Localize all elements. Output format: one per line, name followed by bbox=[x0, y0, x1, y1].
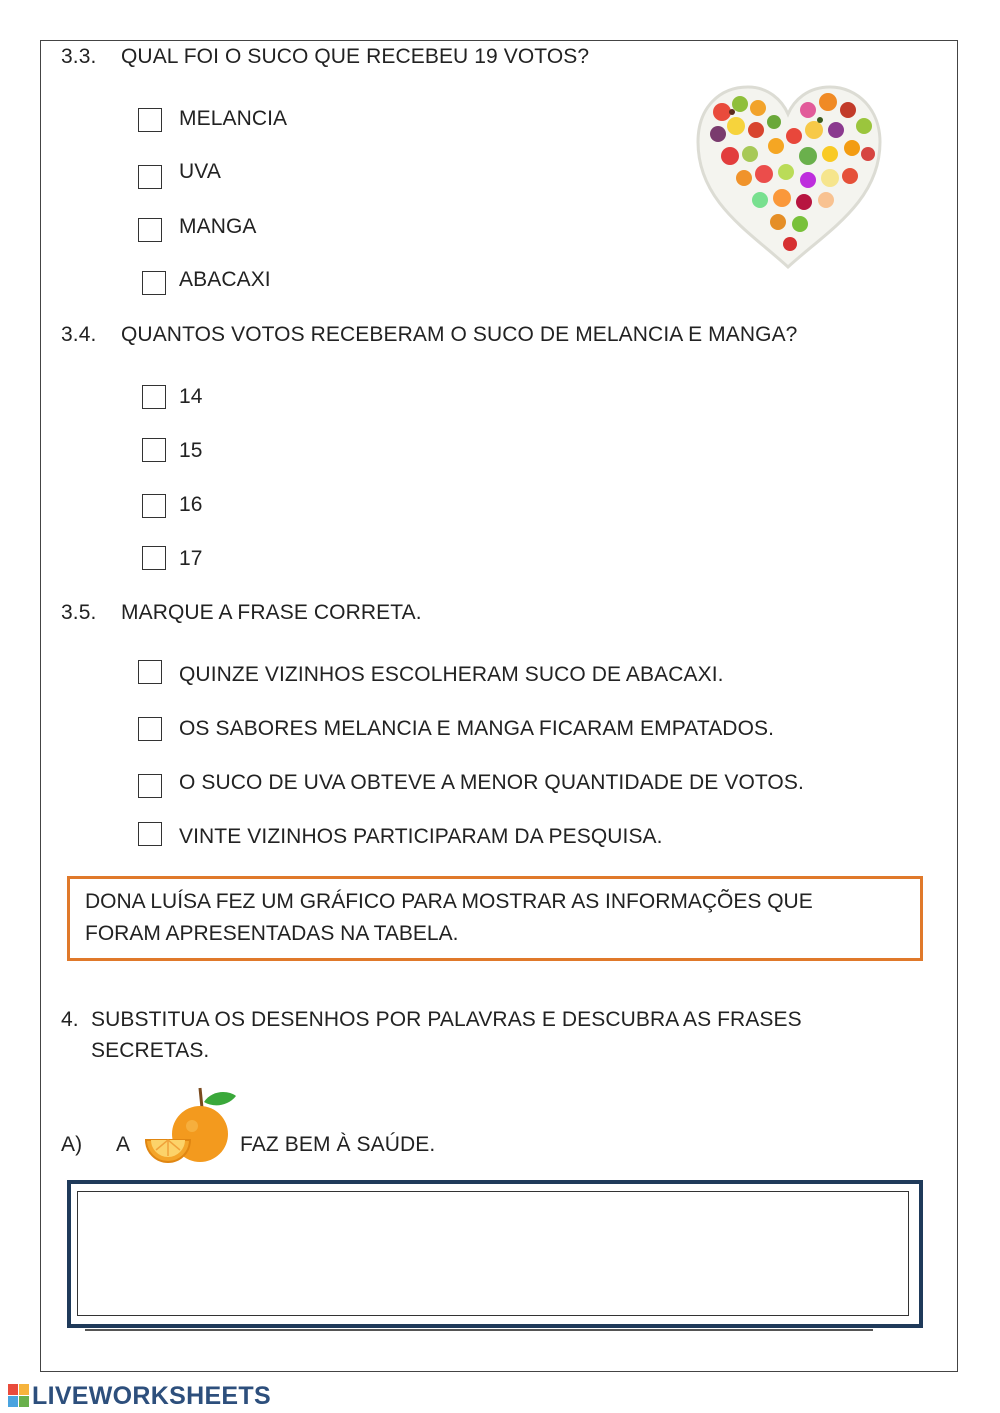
fruit-heart-image bbox=[690, 82, 885, 272]
q35-number: 3.5. bbox=[61, 601, 97, 624]
answer-box bbox=[67, 1180, 923, 1328]
q33-option-melancia: MELANCIA bbox=[179, 107, 288, 130]
q4-number: 4. bbox=[61, 1008, 79, 1031]
q34-option-15: 15 bbox=[179, 439, 203, 462]
q34-question: QUANTOS VOTOS RECEBERAM O SUCO DE MELANCIA E MANGA? bbox=[121, 323, 798, 346]
q33-checkbox-abacaxi[interactable] bbox=[142, 271, 166, 295]
q33-checkbox-melancia[interactable] bbox=[138, 108, 162, 132]
q35-checkbox-1[interactable] bbox=[138, 660, 162, 684]
q35-option-4: VINTE VIZINHOS PARTICIPARAM DA PESQUISA. bbox=[179, 825, 663, 848]
q33-option-manga: MANGA bbox=[179, 215, 257, 238]
item-a-rest: FAZ BEM À SAÚDE. bbox=[240, 1133, 436, 1156]
q35-checkbox-2[interactable] bbox=[138, 717, 162, 741]
note-line-1: DONA LUÍSA FEZ UM GRÁFICO PARA MOSTRAR AS INFORMAÇÕES QUE bbox=[85, 890, 813, 913]
q33-number: 3.3. bbox=[61, 45, 97, 68]
q4-line-1: SUBSTITUA OS DESENHOS POR PALAVRAS E DESCUBRA AS FRASES bbox=[91, 1008, 802, 1031]
q34-option-16: 16 bbox=[179, 493, 203, 516]
q34-checkbox-14[interactable] bbox=[142, 385, 166, 409]
item-a-word: A bbox=[116, 1133, 131, 1156]
q35-option-3: O SUCO DE UVA OBTEVE A MENOR QUANTIDADE DE VOTOS. bbox=[179, 771, 804, 794]
q34-checkbox-15[interactable] bbox=[142, 438, 166, 462]
q4-line-2: SECRETAS. bbox=[91, 1039, 210, 1062]
q34-option-17: 17 bbox=[179, 547, 203, 570]
q35-checkbox-4[interactable] bbox=[138, 822, 162, 846]
q34-option-14: 14 bbox=[179, 385, 203, 408]
q33-question: QUAL FOI O SUCO QUE RECEBEU 19 VOTOS? bbox=[121, 45, 590, 68]
note-box bbox=[67, 876, 923, 961]
answer-underline bbox=[85, 1329, 873, 1331]
q35-checkbox-3[interactable] bbox=[138, 774, 162, 798]
q34-checkbox-16[interactable] bbox=[142, 494, 166, 518]
q35-option-1: QUINZE VIZINHOS ESCOLHERAM SUCO DE ABACAXI. bbox=[179, 663, 724, 686]
q33-option-abacaxi: ABACAXI bbox=[179, 268, 271, 291]
q33-checkbox-manga[interactable] bbox=[138, 218, 162, 242]
q34-checkbox-17[interactable] bbox=[142, 546, 166, 570]
answer-input-a[interactable] bbox=[77, 1191, 909, 1316]
note-line-2: FORAM APRESENTADAS NA TABELA. bbox=[85, 922, 459, 945]
q34-number: 3.4. bbox=[61, 323, 97, 346]
q35-question: MARQUE A FRASE CORRETA. bbox=[121, 601, 422, 624]
footer-brand: LIVEWORKSHEETS bbox=[32, 1382, 271, 1410]
q35-option-2: OS SABORES MELANCIA E MANGA FICARAM EMPATADOS. bbox=[179, 717, 775, 740]
orange-icon bbox=[142, 1084, 238, 1166]
liveworksheets-logo-icon bbox=[8, 1384, 30, 1408]
item-a-label: A) bbox=[61, 1133, 83, 1156]
q33-checkbox-uva[interactable] bbox=[138, 165, 162, 189]
q33-option-uva: UVA bbox=[179, 160, 221, 183]
